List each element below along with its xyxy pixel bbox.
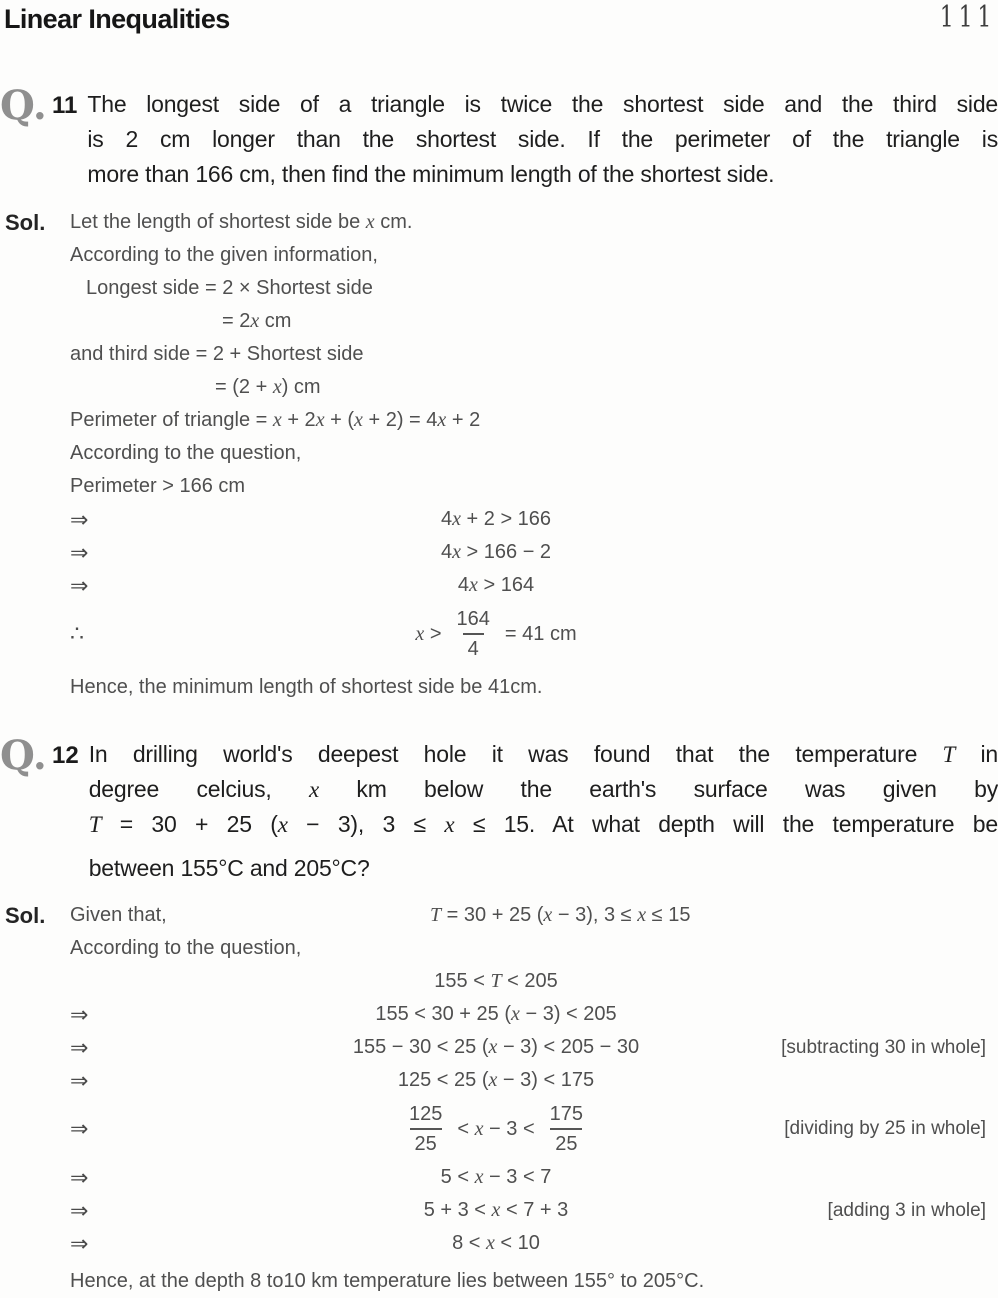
fraction <box>452 606 495 662</box>
solution-label: Sol. <box>5 210 46 235</box>
question-text-line: T = 30 + 25 (x − 3), 3 ≤ x ≤ 15. At what depth will the temperature be <box>88 811 998 837</box>
implies-arrow-icon: ⇒ <box>70 1231 89 1256</box>
equation: 4x + 2 > 166 <box>440 508 552 530</box>
fraction-numerator: 125 <box>408 1103 443 1125</box>
equation: 155 < T < 205 <box>434 970 558 992</box>
solution-step <box>70 965 998 998</box>
solution-line: According to the question, <box>70 937 302 959</box>
implies-arrow-icon: ⇒ <box>70 1116 89 1141</box>
question-text <box>87 86 998 192</box>
solution-line: According to the question, <box>70 442 302 464</box>
question-11 <box>0 82 998 192</box>
fraction-numerator: 164 <box>456 608 490 630</box>
solution-label: Sol. <box>5 903 46 928</box>
conclusion-line: Hence, the minimum length of shortest side be 41cm. <box>70 676 543 698</box>
question-text-line: In drilling world's deepest hole it was found that the temperature T in <box>88 741 998 767</box>
question-text-line: degree celcius, x km below the earth's surface was given by <box>88 776 998 802</box>
equation: 155 − 30 < 25 (x − 3) < 205 − 30 <box>352 1036 640 1058</box>
solution-line-text: and third side = 2 + Shortest side <box>70 343 364 365</box>
solution-step <box>70 1194 998 1227</box>
annotation: [subtracting 30 in whole] <box>781 1037 986 1058</box>
implies-arrow-icon: ⇒ <box>70 1002 89 1027</box>
solution-line: Perimeter of triangle = x + 2x + (x + 2) = 4x + 2 <box>70 409 481 431</box>
solution-step <box>70 503 998 536</box>
given-label: Given that, <box>70 904 167 926</box>
implies-arrow-icon: ⇒ <box>70 1068 89 1093</box>
implies-arrow-icon: ⇒ <box>70 507 89 532</box>
question-number: 11 <box>52 92 78 119</box>
solution-line: Let the length of shortest side be x cm. <box>70 211 413 233</box>
solution-step <box>70 1161 998 1194</box>
solution-step <box>70 1097 998 1161</box>
therefore-icon: ∴ <box>70 621 84 646</box>
equation-part: = 41 cm <box>504 622 577 645</box>
fraction <box>545 1101 588 1157</box>
question-12 <box>0 732 998 885</box>
solution-step <box>70 998 998 1031</box>
fraction-numerator: 175 <box>549 1103 584 1125</box>
equation <box>32 602 960 666</box>
question-text-line: more than 166 cm, then find the minimum length of the shortest side. <box>87 161 775 187</box>
page-header <box>0 0 998 36</box>
question-text-line: between 155°C and 205°C? <box>88 855 370 881</box>
solution-step <box>70 1031 998 1064</box>
implies-arrow-icon: ⇒ <box>70 1198 89 1223</box>
solution-step <box>70 569 998 602</box>
annotation: [adding 3 in whole] <box>827 1200 986 1221</box>
equation: T = 30 + 25 (x − 3), 3 ≤ x ≤ 15 <box>430 904 691 926</box>
fraction <box>404 1101 447 1157</box>
equation-part: x > <box>415 622 442 645</box>
solution-line: = (2 + x) cm <box>215 376 321 398</box>
conclusion-line: Hence, at the depth 8 to10 km temperature lies between 155° to 205°C. <box>70 1270 705 1292</box>
equation: 125 < 25 (x − 3) < 175 <box>397 1069 595 1091</box>
solution-12 <box>0 899 998 1298</box>
equation: 5 < x − 3 < 7 <box>440 1166 552 1188</box>
equation: 8 < x < 10 <box>452 1232 540 1254</box>
solution-line <box>70 899 998 932</box>
solution-line: According to the given information, <box>70 244 378 266</box>
page-number: 111 <box>939 0 996 35</box>
equation-part: < x − 3 < <box>457 1117 535 1140</box>
equation: 155 < 30 + 25 (x − 3) < 205 <box>375 1003 617 1025</box>
implies-arrow-icon: ⇒ <box>70 1035 89 1060</box>
fraction-denominator: 4 <box>463 633 484 662</box>
solution-line: Perimeter > 166 cm <box>70 475 246 497</box>
solution-11 <box>0 206 998 704</box>
question-text-line: The longest side of a triangle is twice the shortest side and the third side <box>87 91 998 117</box>
question-text <box>89 736 998 885</box>
implies-arrow-icon: ⇒ <box>70 540 89 565</box>
solution-line <box>70 338 998 371</box>
fraction-denominator: 25 <box>550 1128 582 1157</box>
question-marker: Q. <box>0 732 47 779</box>
equation: 5 + 3 < x < 7 + 3 <box>423 1199 569 1221</box>
solution-step <box>70 1227 998 1260</box>
question-marker: Q. <box>0 82 47 129</box>
question-number: 12 <box>52 742 79 769</box>
solution-step <box>70 602 998 666</box>
equation: 4x > 164 <box>457 574 535 596</box>
solution-step <box>70 1064 998 1097</box>
equation: 4x > 166 − 2 <box>440 541 552 563</box>
solution-line: Longest side = 2 × Shortest side <box>86 277 373 299</box>
solution-line: = 2x cm <box>222 310 292 332</box>
page-title: Linear Inequalities <box>4 4 230 34</box>
implies-arrow-icon: ⇒ <box>70 1165 89 1190</box>
solution-body <box>70 206 998 704</box>
question-text-line: is 2 cm longer than the shortest side. If the perimeter of the triangle is <box>87 126 998 152</box>
implies-arrow-icon: ⇒ <box>70 573 89 598</box>
solution-body <box>70 899 998 1298</box>
solution-step <box>70 536 998 569</box>
fraction-denominator: 25 <box>410 1128 442 1157</box>
annotation: [dividing by 25 in whole] <box>784 1118 986 1139</box>
